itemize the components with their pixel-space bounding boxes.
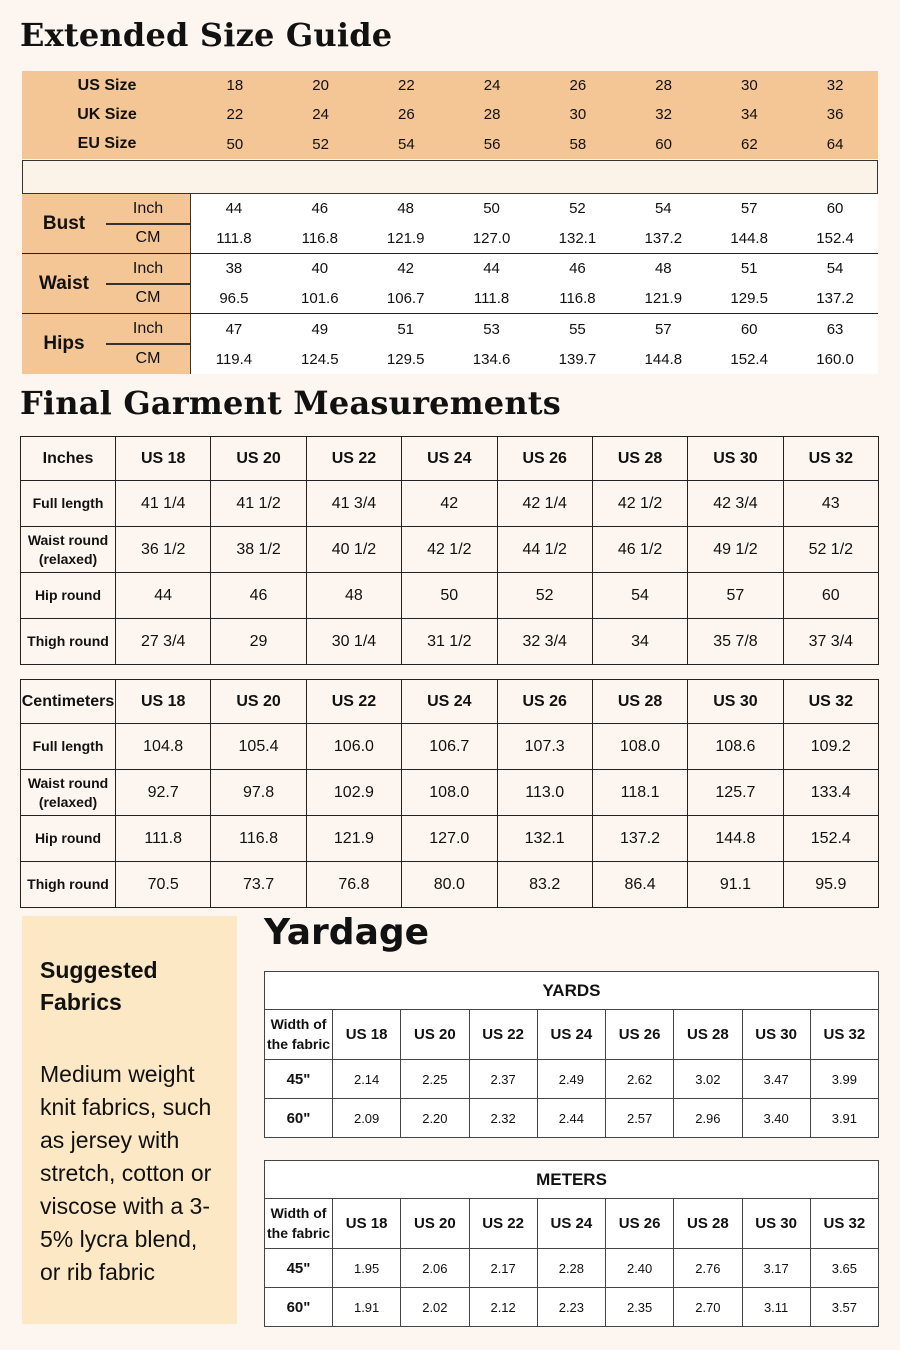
row-label-text: Waist round (27, 532, 109, 549)
row-label-text: Waist round (27, 775, 109, 792)
value-cell: 91.1 (688, 862, 783, 908)
measurement-cell: 50 (483, 200, 500, 218)
unit-divider (106, 283, 190, 285)
measurement-cell: 106.7 (386, 289, 425, 307)
value-cell: 2.28 (537, 1249, 605, 1288)
measurement-cell: 49 (311, 320, 329, 338)
row-label: 45" (265, 1060, 333, 1099)
measurement-cell: 46 (311, 200, 329, 218)
column-header: US 24 (402, 437, 497, 481)
measurement-cell: 48 (397, 200, 415, 218)
table-row (21, 724, 879, 770)
value-cell: 44 1/2 (497, 527, 592, 573)
value-cell: 60 (783, 573, 878, 619)
measurement-cell: 137.2 (816, 289, 854, 307)
measurement-cell: 60 (826, 200, 844, 218)
value-cell: 31 1/2 (402, 619, 497, 665)
value-cell: 111.8 (116, 816, 211, 862)
value-cell: 2.40 (606, 1249, 674, 1288)
caption-row (265, 1161, 879, 1199)
yards-table (264, 971, 879, 1138)
size-cell: 32 (655, 106, 672, 124)
value-cell: 144.8 (688, 816, 783, 862)
value-cell: 3.91 (810, 1099, 878, 1138)
size-row-label: EU Size (77, 135, 137, 153)
value-cell: 49 1/2 (688, 527, 783, 573)
column-header: US 30 (688, 680, 783, 724)
value-cell: 108.6 (688, 724, 783, 770)
value-cell: 3.02 (674, 1060, 742, 1099)
value-cell: 108.0 (402, 770, 497, 816)
measurement-cell: 127.0 (472, 229, 511, 247)
measurement-header (22, 194, 190, 253)
row-label (21, 862, 116, 908)
divider-bar (22, 160, 878, 194)
value-cell: 2.76 (674, 1249, 742, 1288)
value-cell: 50 (402, 573, 497, 619)
measurement-cell: 152.4 (816, 229, 854, 247)
measurement-cell: 47 (225, 320, 243, 338)
measurement-row (191, 224, 878, 254)
value-cell: 41 1/2 (211, 481, 306, 527)
row-label-text: Thigh round (27, 633, 109, 650)
table-header-row (21, 680, 879, 724)
column-header: US 18 (333, 1199, 401, 1249)
fabrics-title: Suggested Fabrics (40, 957, 158, 1016)
column-header: US 26 (497, 680, 592, 724)
section-title-yardage: Yardage (264, 912, 430, 953)
column-header: US 26 (497, 437, 592, 481)
value-cell: 92.7 (116, 770, 211, 816)
table-row (265, 1288, 879, 1327)
row-label: 45" (265, 1249, 333, 1288)
value-cell: 48 (306, 573, 401, 619)
caption-row (265, 972, 879, 1010)
measurement-row (191, 314, 878, 344)
size-cell: 22 (226, 106, 244, 124)
size-cell: 64 (826, 135, 844, 153)
value-cell: 38 1/2 (211, 527, 306, 573)
column-header: US 26 (606, 1010, 674, 1060)
value-cell: 46 (211, 573, 306, 619)
measurement-cell: 124.5 (301, 350, 339, 368)
size-cell: 52 (312, 135, 329, 153)
table-caption: YARDS (265, 972, 879, 1010)
corner-line: Width of (270, 1015, 327, 1032)
size-conversion-table (22, 71, 878, 159)
measurement-block (22, 194, 878, 254)
row-label (21, 573, 116, 619)
column-header: US 22 (469, 1010, 537, 1060)
measurement-cell: 139.7 (558, 350, 597, 368)
measurement-block (22, 254, 878, 314)
corner-line: the fabric (266, 1035, 330, 1052)
measurement-cell: 144.8 (730, 229, 768, 247)
size-cell: 56 (483, 135, 501, 153)
measurement-cell: 53 (483, 320, 500, 338)
column-header: US 20 (401, 1199, 469, 1249)
measurement-cell: 40 (311, 260, 329, 278)
value-cell: 116.8 (211, 816, 306, 862)
measurement-cell: 116.8 (559, 289, 596, 307)
value-cell: 29 (211, 619, 306, 665)
suggested-fabrics-box (22, 916, 237, 1324)
measurement-cell: 119.4 (215, 350, 253, 368)
column-header: US 26 (606, 1199, 674, 1249)
row-label-sub: (relaxed) (38, 793, 98, 810)
table-header-row (265, 1010, 879, 1060)
value-cell: 40 1/2 (306, 527, 401, 573)
value-cell: 2.25 (401, 1060, 469, 1099)
value-cell: 52 (497, 573, 592, 619)
measurement-cell: 55 (569, 320, 586, 338)
value-cell: 3.99 (810, 1060, 878, 1099)
table-row (21, 619, 879, 665)
unit-label: Inch (132, 259, 164, 277)
column-header: US 24 (537, 1010, 605, 1060)
value-cell: 108.0 (592, 724, 687, 770)
column-header: US 30 (688, 437, 783, 481)
size-cell: 32 (826, 77, 844, 95)
measurement-cell: 160.0 (816, 350, 854, 368)
value-cell: 2.17 (469, 1249, 537, 1288)
measurement-row (191, 284, 878, 314)
table-row (21, 770, 879, 816)
table-row (265, 1099, 879, 1138)
value-cell: 3.47 (742, 1060, 810, 1099)
column-header: US 32 (783, 680, 878, 724)
table-header-row (21, 437, 879, 481)
value-cell: 1.91 (333, 1288, 401, 1327)
measurement-cell: 111.8 (473, 289, 510, 307)
value-cell: 132.1 (497, 816, 592, 862)
table-row (21, 816, 879, 862)
column-header: US 30 (742, 1010, 810, 1060)
measurement-cell: 44 (225, 200, 243, 218)
table-row (21, 527, 879, 573)
measurement-cell: 51 (740, 260, 758, 278)
measurement-cell: 144.8 (644, 350, 683, 368)
unit-divider (106, 343, 190, 345)
measurement-cell: 57 (740, 200, 758, 218)
row-label-sub: (relaxed) (38, 550, 98, 567)
measurement-cell: 121.9 (386, 229, 425, 247)
measurement-cell: 51 (397, 320, 415, 338)
value-cell: 42 1/4 (497, 481, 592, 527)
measurement-cell: 57 (654, 320, 672, 338)
value-cell: 113.0 (497, 770, 592, 816)
column-header: US 32 (810, 1199, 878, 1249)
value-cell: 3.11 (742, 1288, 810, 1327)
value-cell: 2.57 (606, 1099, 674, 1138)
value-cell: 109.2 (783, 724, 878, 770)
column-header: US 18 (116, 437, 211, 481)
size-cell: 36 (826, 106, 844, 124)
meters-table (264, 1160, 879, 1327)
column-header: US 32 (810, 1010, 878, 1060)
value-cell: 2.09 (333, 1099, 401, 1138)
measurement-cell: 134.6 (472, 350, 511, 368)
measurement-name: Hips (43, 333, 85, 354)
value-cell: 42 1/2 (592, 481, 687, 527)
corner-label: Centimeters (21, 680, 116, 724)
table-caption: METERS (265, 1161, 879, 1199)
size-cell: 18 (226, 77, 244, 95)
value-cell: 32 3/4 (497, 619, 592, 665)
unit-label: Inch (132, 199, 164, 217)
value-cell: 121.9 (306, 816, 401, 862)
measurement-cell: 48 (654, 260, 672, 278)
value-cell: 46 1/2 (592, 527, 687, 573)
column-header: US 32 (783, 437, 878, 481)
measurement-block (22, 314, 878, 374)
measurement-header (22, 314, 190, 374)
row-label (21, 816, 116, 862)
measurement-cell: 44 (483, 260, 500, 278)
row-label-text: Thigh round (27, 876, 109, 893)
size-cell: 30 (569, 106, 587, 124)
row-label-text: Full length (32, 738, 104, 755)
column-header: US 20 (401, 1010, 469, 1060)
measurement-header (22, 254, 190, 313)
corner-label (265, 1199, 333, 1249)
measurement-cell: 38 (225, 260, 243, 278)
value-cell: 127.0 (402, 816, 497, 862)
measurement-cell: 96.5 (219, 289, 249, 307)
value-cell: 43 (783, 481, 878, 527)
value-cell: 106.0 (306, 724, 401, 770)
value-cell: 2.35 (606, 1288, 674, 1327)
value-cell: 3.57 (810, 1288, 878, 1327)
size-row (22, 130, 878, 159)
size-cell: 30 (741, 77, 758, 95)
value-cell: 34 (592, 619, 687, 665)
unit-divider (106, 223, 190, 225)
size-cell: 62 (741, 135, 758, 153)
value-cell: 2.62 (606, 1060, 674, 1099)
value-cell: 54 (592, 573, 687, 619)
value-cell: 2.49 (537, 1060, 605, 1099)
row-label (21, 770, 116, 816)
value-cell: 30 1/4 (306, 619, 401, 665)
measurement-cell: 101.6 (301, 289, 339, 307)
measurement-cell: 116.8 (301, 229, 339, 247)
measurement-name: Waist (39, 272, 89, 294)
table-header-row (265, 1199, 879, 1249)
size-row (22, 100, 878, 129)
size-cell: 20 (312, 77, 329, 95)
value-cell: 57 (688, 573, 783, 619)
column-header: US 20 (211, 680, 306, 724)
measurement-cell: 46 (569, 260, 586, 278)
value-cell: 37 3/4 (783, 619, 878, 665)
value-cell: 73.7 (211, 862, 306, 908)
corner-label (265, 1010, 333, 1060)
value-cell: 2.02 (401, 1288, 469, 1327)
column-header: US 30 (742, 1199, 810, 1249)
column-header: US 28 (592, 437, 687, 481)
value-cell: 2.96 (674, 1099, 742, 1138)
measurement-cell: 152.4 (730, 350, 768, 368)
value-cell: 76.8 (306, 862, 401, 908)
value-cell: 95.9 (783, 862, 878, 908)
value-cell: 107.3 (497, 724, 592, 770)
value-cell: 44 (116, 573, 211, 619)
measurement-cell: 52 (569, 200, 586, 218)
measurement-cell: 60 (740, 320, 758, 338)
row-label: 60" (265, 1288, 333, 1327)
value-cell: 2.70 (674, 1288, 742, 1327)
measurement-cell: 129.5 (386, 350, 425, 368)
value-cell: 2.44 (537, 1099, 605, 1138)
unit-label: CM (135, 350, 161, 367)
value-cell: 97.8 (211, 770, 306, 816)
value-cell: 3.17 (742, 1249, 810, 1288)
final-cm-table (20, 679, 879, 908)
value-cell: 2.14 (333, 1060, 401, 1099)
value-cell: 2.20 (401, 1099, 469, 1138)
column-header: US 22 (306, 437, 401, 481)
measurement-values (190, 194, 878, 253)
value-cell: 41 1/4 (116, 481, 211, 527)
value-cell: 2.32 (469, 1099, 537, 1138)
column-header: US 28 (674, 1199, 742, 1249)
size-row-label: UK Size (77, 105, 137, 123)
column-header: US 28 (674, 1010, 742, 1060)
table-row (21, 573, 879, 619)
column-header: US 18 (333, 1010, 401, 1060)
value-cell: 152.4 (783, 816, 878, 862)
row-label (21, 619, 116, 665)
column-header: US 28 (592, 680, 687, 724)
section-title-final: Final Garment Measurements (20, 384, 561, 422)
size-cell: 26 (569, 77, 587, 95)
column-header: US 20 (211, 437, 306, 481)
value-cell: 35 7/8 (688, 619, 783, 665)
size-cell: 24 (483, 77, 501, 95)
value-cell: 2.12 (469, 1288, 537, 1327)
value-cell: 3.40 (742, 1099, 810, 1138)
table-row (265, 1249, 879, 1288)
value-cell: 105.4 (211, 724, 306, 770)
row-label-text: Hip round (34, 830, 102, 847)
measurement-cell: 42 (397, 260, 415, 278)
row-label (21, 527, 116, 573)
row-label (21, 481, 116, 527)
column-header: US 22 (306, 680, 401, 724)
measurement-cell: 137.2 (644, 229, 683, 247)
value-cell: 118.1 (592, 770, 687, 816)
size-row (22, 71, 878, 100)
table-row (21, 481, 879, 527)
table-row (265, 1060, 879, 1099)
size-cell: 60 (655, 135, 672, 153)
value-cell: 2.06 (401, 1249, 469, 1288)
measurement-cell: 54 (654, 200, 672, 218)
value-cell: 52 1/2 (783, 527, 878, 573)
size-cell: 50 (226, 135, 244, 153)
value-cell: 2.23 (537, 1288, 605, 1327)
size-cell: 58 (569, 135, 587, 153)
row-label-text: Hip round (34, 587, 102, 604)
measurement-values (190, 314, 878, 374)
size-cell: 34 (741, 106, 758, 124)
value-cell: 106.7 (402, 724, 497, 770)
column-header: US 24 (402, 680, 497, 724)
measurement-cell: 54 (826, 260, 844, 278)
value-cell: 86.4 (592, 862, 687, 908)
measurement-cell: 121.9 (644, 289, 683, 307)
value-cell: 70.5 (116, 862, 211, 908)
size-cell: 28 (483, 106, 501, 124)
size-cell: 54 (398, 135, 415, 153)
measurement-values (190, 254, 878, 313)
final-inches-table (20, 436, 879, 665)
value-cell: 104.8 (116, 724, 211, 770)
size-cell: 22 (398, 77, 415, 95)
measurement-row (191, 194, 878, 224)
measurement-cell: 129.5 (730, 289, 768, 307)
corner-line: Width of (270, 1204, 327, 1221)
corner-label: Inches (21, 437, 116, 481)
row-label (21, 724, 116, 770)
unit-label: CM (135, 229, 161, 247)
page-title: Extended Size Guide (20, 16, 393, 54)
row-label-text: Full length (32, 495, 104, 512)
value-cell: 1.95 (333, 1249, 401, 1288)
fabrics-text: Medium weight knit fabrics, such as jersey with stretch, cotton or viscose with a 3-5% lycra blend, or rib fabric (40, 1061, 212, 1285)
value-cell: 42 1/2 (402, 527, 497, 573)
value-cell: 41 3/4 (306, 481, 401, 527)
row-label: 60" (265, 1099, 333, 1138)
value-cell: 36 1/2 (116, 527, 211, 573)
unit-label: CM (135, 289, 161, 307)
value-cell: 2.37 (469, 1060, 537, 1099)
size-cell: 26 (398, 106, 415, 124)
column-header: US 24 (537, 1199, 605, 1249)
measurement-row (191, 344, 878, 374)
body-measurements-table (22, 194, 878, 374)
corner-line: the fabric (266, 1224, 330, 1241)
measurement-cell: 132.1 (558, 229, 597, 247)
value-cell: 133.4 (783, 770, 878, 816)
unit-label: Inch (132, 320, 164, 337)
value-cell: 102.9 (306, 770, 401, 816)
column-header: US 22 (469, 1199, 537, 1249)
size-cell: 24 (312, 106, 329, 124)
value-cell: 3.65 (810, 1249, 878, 1288)
measurement-cell: 111.8 (216, 229, 252, 247)
value-cell: 80.0 (402, 862, 497, 908)
size-row-label: US Size (77, 76, 137, 94)
measurement-cell: 63 (826, 320, 844, 338)
value-cell: 83.2 (497, 862, 592, 908)
value-cell: 42 3/4 (688, 481, 783, 527)
size-cell: 28 (655, 77, 672, 95)
table-row (21, 862, 879, 908)
value-cell: 42 (402, 481, 497, 527)
measurement-row (191, 254, 878, 284)
value-cell: 27 3/4 (116, 619, 211, 665)
value-cell: 137.2 (592, 816, 687, 862)
column-header: US 18 (116, 680, 211, 724)
measurement-name: Bust (42, 212, 86, 234)
value-cell: 125.7 (688, 770, 783, 816)
